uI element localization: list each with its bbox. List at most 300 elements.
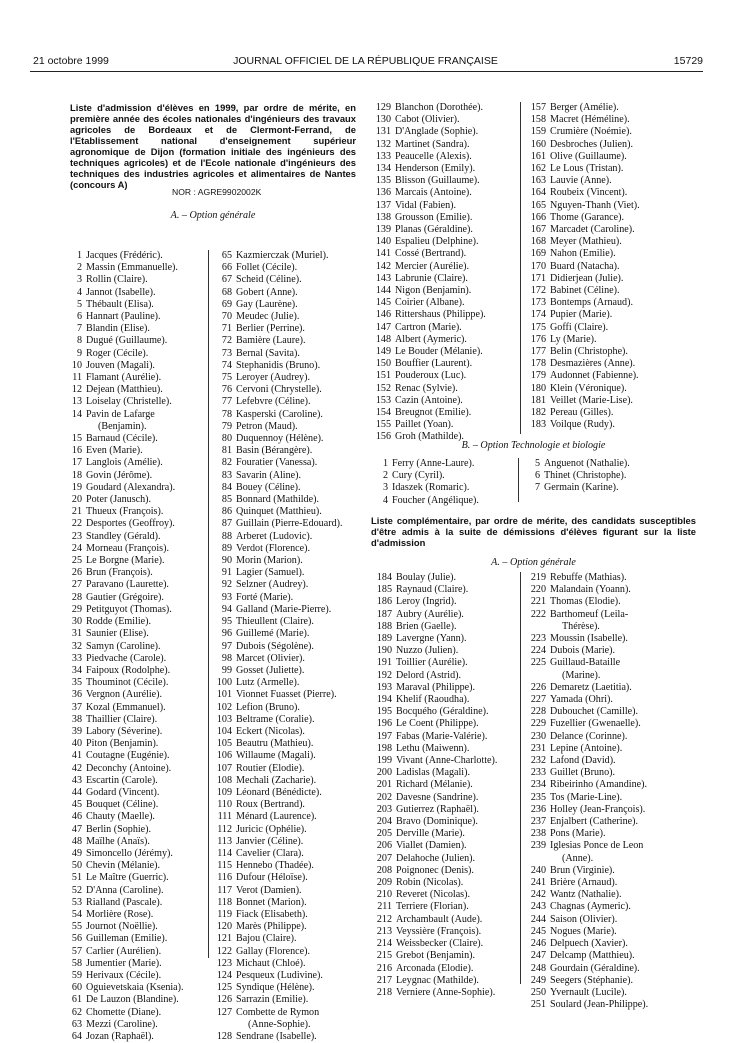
list-item	[526, 309, 696, 321]
candidate-name: Le Borgne (Marie).	[86, 555, 165, 567]
candidate-name: Bajou (Claire).	[236, 933, 297, 945]
list-item	[68, 579, 208, 591]
rank-number: 206	[376, 840, 392, 852]
list-item	[214, 860, 364, 872]
list-item	[68, 250, 208, 262]
list-item	[214, 335, 364, 347]
rank-number: 105	[216, 738, 232, 750]
list-item	[371, 187, 521, 199]
rank-number: 159	[530, 126, 546, 138]
list-item	[526, 261, 696, 273]
list-item	[526, 621, 698, 633]
section-b-heading: B. – Option Technologie et biologie	[461, 440, 606, 451]
candidate-name: Dubois (Ségolène).	[236, 640, 314, 652]
list-item	[214, 726, 364, 738]
list-item	[214, 982, 364, 994]
rank-number: 4	[76, 286, 82, 298]
list-item	[68, 665, 208, 677]
rank-number: 154	[375, 407, 391, 419]
rank-number: 212	[376, 913, 392, 925]
candidate-name: Rebuffe (Mathias).	[550, 572, 627, 583]
candidate-name: Germain (Karine).	[544, 482, 619, 494]
rank-number: 23	[71, 530, 82, 542]
candidate-name: Jumentier (Marie).	[86, 957, 162, 969]
candidate-name: Soulard (Jean-Philippe).	[550, 999, 649, 1011]
list-item	[372, 694, 520, 706]
rank-number: 111	[217, 811, 232, 823]
list-item	[214, 1019, 364, 1031]
candidate-name: Aubry (Aurélie).	[396, 608, 464, 620]
candidate-name: Kazmierczak (Muriel).	[236, 250, 329, 261]
rank-number: 250	[530, 986, 546, 998]
list-item	[68, 763, 208, 775]
list-item	[68, 677, 208, 689]
candidate-name: Raynaud (Claire).	[396, 584, 469, 596]
candidate-name: Blanchon (Dorothée).	[395, 102, 484, 113]
rank-number: 62	[71, 1006, 82, 1018]
candidate-name: Poignonec (Denis).	[396, 864, 474, 876]
candidate-name: Chevin (Mélanie).	[86, 860, 160, 872]
list-item	[68, 433, 208, 445]
rank-number: 178	[530, 358, 546, 370]
candidate-name: Fabas (Marie-Valérie).	[396, 730, 488, 742]
candidate-name: Buard (Natacha).	[550, 260, 620, 272]
list-item	[68, 1019, 208, 1031]
list-item	[372, 572, 520, 584]
list-item	[526, 407, 696, 419]
list-item	[526, 743, 698, 755]
candidate-name: Marcadet (Caroline).	[550, 224, 635, 236]
rank-number: 29	[71, 603, 82, 615]
candidate-name: Nigon (Benjamin).	[395, 285, 472, 297]
candidate-name: Nogues (Marie).	[550, 925, 617, 937]
candidate-name: Albert (Aymeric).	[395, 333, 467, 345]
column-divider	[208, 250, 209, 958]
rank-number: 92	[221, 579, 232, 591]
candidate-name: Lefebvre (Céline).	[236, 396, 311, 408]
candidate-name: Barnaud (Cécile).	[86, 433, 158, 445]
rank-number: 33	[71, 652, 82, 664]
list-item	[68, 506, 208, 518]
rank-number: 70	[221, 311, 232, 323]
candidate-name: Bouey (Céline).	[236, 481, 301, 493]
candidate-name: Juricic (Ophélie).	[236, 823, 307, 835]
list-item	[214, 262, 364, 274]
rank-number: 150	[375, 358, 391, 370]
candidate-name: Hennebo (Thadée).	[236, 860, 314, 872]
list-item	[214, 250, 364, 262]
candidate-name: Loiselay (Christelle).	[86, 396, 172, 408]
rank-number: 103	[216, 713, 232, 725]
rank-number: 155	[375, 419, 391, 431]
rank-number: 203	[376, 803, 392, 815]
candidate-name: Jouven (Magali).	[86, 359, 155, 371]
list-item	[214, 543, 364, 555]
candidate-name: Lavergne (Yann).	[396, 633, 467, 645]
rank-number: 156	[375, 431, 391, 443]
rank-number: 246	[530, 938, 546, 950]
list-item	[526, 718, 698, 730]
candidate-name: Yvernault (Lucile).	[550, 986, 627, 998]
complementary-list-title: Liste complémentaire, par ordre de mérite, des candidats susceptibles d'être admis à la suite de démissions d'élèves figurant sur la liste d'admission	[371, 515, 696, 548]
rank-number: 174	[530, 309, 546, 321]
candidate-name: Ferry (Anne-Laure).	[392, 458, 475, 469]
rank-number: 32	[71, 640, 82, 652]
list-item	[526, 139, 696, 151]
rank-number: 249	[530, 974, 546, 986]
list-item	[68, 689, 208, 701]
candidate-name: Breugnot (Emilie).	[395, 407, 472, 419]
candidate-name: Guillemé (Marie).	[236, 628, 310, 640]
section-a-heading: A. – Option générale	[170, 210, 256, 221]
rank-number: 5	[534, 458, 540, 469]
candidate-name: Klein (Véronique).	[550, 382, 627, 394]
candidate-name: Forté (Marie).	[236, 591, 294, 603]
candidate-name: Bocquého (Géraldine).	[396, 706, 489, 718]
list-item	[68, 872, 208, 884]
candidate-name: Mezzi (Caroline).	[86, 1018, 158, 1030]
candidate-name: Piedvache (Carole).	[86, 652, 167, 664]
candidate-name: Henderson (Emily).	[395, 163, 476, 175]
list-item	[526, 285, 696, 297]
rank-number: 141	[375, 248, 391, 260]
list-item	[214, 299, 364, 311]
candidate-name: Delpuech (Xavier).	[550, 938, 628, 950]
candidate-name: Wantz (Nathalie).	[550, 889, 622, 901]
rank-number: 78	[221, 408, 232, 420]
list-item	[68, 1031, 208, 1043]
rank-number: 163	[530, 175, 546, 187]
candidate-name: Ly (Marie).	[550, 333, 597, 345]
candidate-name: Belin (Christophe).	[550, 346, 628, 358]
rank-number: 237	[530, 816, 546, 828]
list-item	[68, 531, 208, 543]
rank-number: 167	[530, 224, 546, 236]
list-item	[371, 297, 521, 309]
rank-number: 131	[375, 126, 391, 138]
rank-number: 189	[376, 633, 392, 645]
rank-number: 200	[376, 767, 392, 779]
list-item	[526, 950, 698, 962]
list-item	[68, 775, 208, 787]
candidate-name: Guillet (Bruno).	[550, 767, 616, 779]
list-item	[214, 384, 364, 396]
list-item	[526, 963, 698, 975]
list-item	[526, 419, 696, 431]
list-item	[214, 994, 364, 1006]
candidate-name: Gourdain (Géraldine).	[550, 962, 640, 974]
rank-number: 81	[221, 445, 232, 457]
rank-number: 183	[530, 419, 546, 431]
rank-number: 232	[530, 755, 546, 767]
rank-number: 204	[376, 816, 392, 828]
admission-column-2	[214, 250, 364, 1043]
rank-number: 161	[530, 150, 546, 162]
rank-number: 194	[376, 694, 392, 706]
list-item	[372, 743, 520, 755]
candidate-name: Crumière (Noémie).	[550, 126, 632, 138]
list-item	[526, 322, 696, 334]
rank-number: 245	[530, 925, 546, 937]
candidate-name: Massin (Emmanuelle).	[86, 262, 178, 274]
candidate-name: Duquennoy (Hélène).	[236, 433, 324, 445]
rank-number: 132	[375, 138, 391, 150]
rank-number: 233	[530, 767, 546, 779]
list-item	[68, 567, 208, 579]
rank-number: 20	[71, 494, 82, 506]
candidate-name: Dejean (Matthieu).	[86, 384, 163, 396]
rank-number: 84	[221, 481, 232, 493]
candidate-name: Bernal (Savita).	[236, 347, 300, 359]
candidate-name: Lutz (Armelle).	[236, 677, 300, 689]
candidate-name: Brun (François).	[86, 567, 153, 579]
candidate-name: Janvier (Céline).	[236, 835, 304, 847]
list-item	[526, 212, 696, 224]
candidate-name: Paillet (Yoan).	[395, 419, 454, 431]
candidate-name: Thouminot (Cécile).	[86, 677, 169, 689]
rank-number: 219	[530, 572, 546, 583]
candidate-name: Pavin de Lafarge	[86, 408, 155, 420]
list-item	[526, 670, 698, 682]
list-item	[68, 470, 208, 482]
candidate-name: Simoncello (Jérémy).	[86, 847, 173, 859]
list-item	[68, 836, 208, 848]
candidate-name: Thinet (Christophe).	[544, 470, 627, 482]
candidate-name: Barthomeuf (Leila-	[550, 608, 629, 620]
rank-number: 166	[530, 211, 546, 223]
list-item	[214, 555, 364, 567]
list-item	[372, 877, 520, 889]
rank-number: 251	[530, 999, 546, 1011]
list-item	[526, 395, 696, 407]
rank-number: 134	[375, 163, 391, 175]
candidate-name: Samyn (Caroline).	[86, 640, 161, 652]
list-item	[68, 421, 208, 433]
rank-number: 136	[375, 187, 391, 199]
candidate-name: Lepine (Antoine).	[550, 742, 623, 754]
candidate-name: Follet (Cécile).	[236, 262, 298, 274]
candidate-name: Groh (Mathilde).	[395, 431, 464, 443]
rank-number: 225	[530, 657, 546, 669]
candidate-name: Cartron (Marie).	[395, 321, 462, 333]
rank-number: 104	[216, 725, 232, 737]
candidate-name: Leroyer (Audrey).	[236, 372, 310, 384]
candidate-name: Leroy (Ingrid).	[396, 596, 457, 608]
list-item	[372, 755, 520, 767]
list-item	[526, 865, 698, 877]
list-item	[214, 970, 364, 982]
list-item	[68, 824, 208, 836]
rank-number: 214	[376, 938, 392, 950]
rank-number: 3	[382, 482, 388, 494]
list-item	[371, 114, 521, 126]
rank-number: 7	[76, 323, 82, 335]
rank-number: 53	[71, 896, 82, 908]
rank-number: 243	[530, 901, 546, 913]
candidate-name: Delahoche (Julien).	[396, 852, 476, 864]
rank-number: 43	[71, 774, 82, 786]
candidate-name: Thébault (Elisa).	[86, 298, 154, 310]
candidate-name: Savarin (Aline).	[236, 469, 302, 481]
list-item	[214, 689, 364, 701]
list-item	[371, 151, 521, 163]
rank-number: 8	[76, 335, 82, 347]
candidate-name: Even (Marie).	[86, 445, 143, 457]
candidate-name: Chomette (Diane).	[86, 1006, 162, 1018]
candidate-name: Olive (Guillaume).	[550, 150, 627, 162]
rank-number: 21	[71, 506, 82, 518]
admission-column-1	[68, 250, 208, 1043]
rank-number: 86	[221, 506, 232, 518]
candidate-name: Viallet (Damien).	[396, 840, 467, 852]
candidate-name: Davesne (Sandrine).	[396, 791, 479, 803]
candidate-name: Lauvie (Anne).	[550, 175, 612, 187]
rank-number: 218	[376, 986, 392, 998]
rank-number: 198	[376, 742, 392, 754]
candidate-name: Blisson (Guillaume).	[395, 175, 480, 187]
candidate-name: Anguenot (Nathalie).	[544, 458, 630, 469]
rank-number: 74	[221, 359, 232, 371]
rank-number: 22	[71, 518, 82, 530]
candidate-name: Routier (Elodie).	[236, 762, 305, 774]
candidate-name: Lethu (Maiwenn).	[396, 742, 470, 754]
candidate-name: Desportes (Geoffroy).	[86, 518, 175, 530]
list-item	[68, 897, 208, 909]
rank-number: 234	[530, 779, 546, 791]
rank-number: 146	[375, 309, 391, 321]
rank-number: 152	[375, 382, 391, 394]
list-item	[214, 653, 364, 665]
list-item	[214, 396, 364, 408]
rank-number: 164	[530, 187, 546, 199]
list-item	[214, 665, 364, 677]
rank-number: 109	[216, 786, 232, 798]
rank-number: 199	[376, 755, 392, 767]
candidate-name: Escartin (Carole).	[86, 774, 158, 786]
candidate-name: Guilleman (Emilie).	[86, 933, 168, 945]
list-item	[214, 506, 364, 518]
candidate-name: Beltrame (Coralie).	[236, 713, 315, 725]
candidate-name: Lagier (Samuel).	[236, 567, 305, 579]
rank-number: 88	[221, 530, 232, 542]
list-item	[372, 926, 520, 938]
rank-number: 140	[375, 236, 391, 248]
list-item	[526, 102, 696, 114]
rank-number: 172	[530, 285, 546, 297]
list-item	[214, 567, 364, 579]
candidate-name: Berlier (Perrine).	[236, 323, 305, 335]
rank-number: 30	[71, 616, 82, 628]
list-item	[68, 641, 208, 653]
candidate-name: Reveret (Nicolas).	[396, 889, 470, 901]
candidate-name: Jozan (Raphaël).	[86, 1031, 154, 1042]
rank-number: 19	[71, 481, 82, 493]
candidate-name: Bontemps (Arnaud).	[550, 297, 633, 309]
list-item	[68, 933, 208, 945]
candidate-name: Marcet (Olivier).	[236, 652, 305, 664]
rank-number: 175	[530, 321, 546, 333]
list-item	[372, 706, 520, 718]
rank-number: 7	[534, 482, 540, 494]
list-item	[371, 102, 521, 114]
rank-number: 98	[221, 652, 232, 664]
list-item	[372, 670, 520, 682]
list-item	[68, 628, 208, 640]
candidate-name: Rialland (Pascale).	[86, 896, 163, 908]
candidate-name: Scheid (Céline).	[236, 274, 302, 286]
list-item	[68, 946, 208, 958]
candidate-name: Michaut (Chloé).	[236, 957, 306, 969]
candidate-name: Gautier (Grégoire).	[86, 591, 164, 603]
list-item	[214, 714, 364, 726]
candidate-name: Mercier (Aurélie).	[395, 260, 469, 272]
rank-number: 96	[221, 628, 232, 640]
candidate-name: Marès (Philippe).	[236, 921, 307, 933]
list-item	[526, 706, 698, 718]
list-item	[214, 1007, 364, 1019]
rank-number: 208	[376, 864, 392, 876]
list-item	[68, 702, 208, 714]
rank-number: 129	[375, 102, 391, 113]
candidate-name: Khelif (Raoudha).	[396, 694, 470, 706]
candidate-name: Standley (Gérald).	[86, 530, 161, 542]
rank-number: 73	[221, 347, 232, 359]
candidate-name: Desmazières (Anne).	[550, 358, 636, 370]
rank-number: 130	[375, 114, 391, 126]
candidate-name: Martinet (Sandra).	[395, 138, 470, 150]
rank-number: 229	[530, 718, 546, 730]
rank-number: 224	[530, 645, 546, 657]
rank-number: 24	[71, 542, 82, 554]
list-item	[371, 248, 521, 260]
candidate-name: Planas (Géraldine).	[395, 224, 473, 236]
rank-number: 4	[382, 494, 388, 506]
rank-number: 76	[221, 384, 232, 396]
list-item	[68, 726, 208, 738]
rank-number: 227	[530, 694, 546, 706]
list-item	[214, 518, 364, 530]
rank-number: 38	[71, 713, 82, 725]
candidate-name: Espalieu (Delphine).	[395, 236, 479, 248]
list-item	[68, 921, 208, 933]
list-item	[68, 299, 208, 311]
rank-number: 242	[530, 889, 546, 901]
list-item	[372, 792, 520, 804]
rank-number: 25	[71, 555, 82, 567]
list-item	[526, 187, 696, 199]
candidate-name: Arconada (Elodie).	[396, 962, 474, 974]
list-item	[372, 609, 520, 621]
candidate-name: Gay (Laurène).	[236, 298, 298, 310]
rank-number: 121	[216, 933, 232, 945]
candidate-name: Arberet (Ludovic).	[236, 530, 313, 542]
candidate-name: (Marine).	[562, 669, 601, 681]
rank-number: 147	[375, 321, 391, 333]
list-item	[526, 200, 696, 212]
page-number: 15729	[673, 55, 703, 67]
list-item	[371, 261, 521, 273]
list-item	[214, 848, 364, 860]
rank-number: 170	[530, 260, 546, 272]
rank-number: 145	[375, 297, 391, 309]
techno-column-2	[532, 458, 692, 495]
candidate-name: Kozal (Emmanuel).	[86, 701, 166, 713]
list-item	[214, 909, 364, 921]
list-item	[214, 445, 364, 457]
rank-number: 63	[71, 1018, 82, 1030]
candidate-name: Richard (Mélanie).	[396, 779, 473, 791]
list-item	[214, 592, 364, 604]
